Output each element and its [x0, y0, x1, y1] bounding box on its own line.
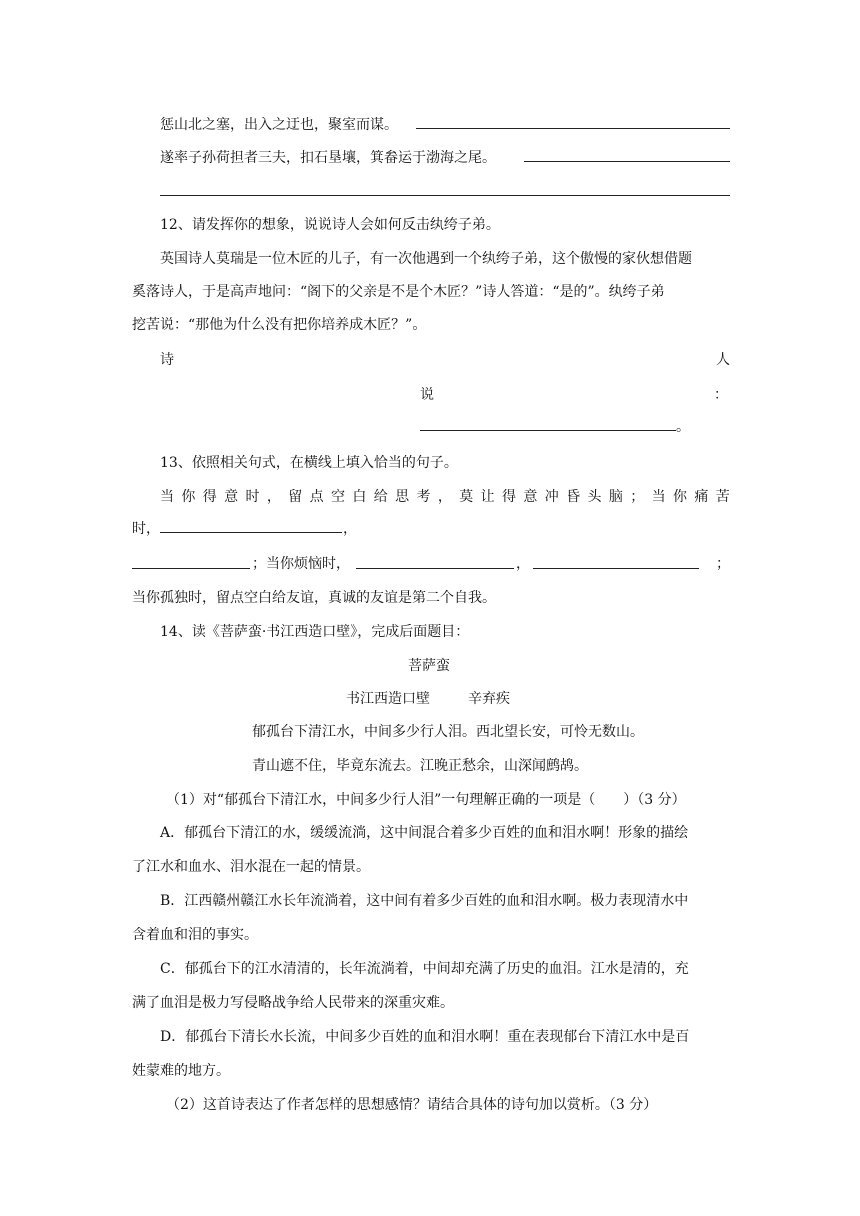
q13-example-char: 苦 [715, 489, 730, 505]
q13-example-char: 当 [160, 489, 174, 505]
q13-example-char: 给 [373, 489, 388, 505]
q13-example-char: 白 [352, 489, 367, 505]
q13-example-char: 得 [202, 489, 217, 505]
poem-line-2: 青山遮不住，毕竟东流去。江晚正愁余，山深闻鹧鸪。 [252, 758, 588, 774]
q14-question: 14、读《菩萨蛮·书江西造口壁》，完成后面题目： [160, 624, 470, 640]
q11-answer-blank-1[interactable] [416, 128, 730, 129]
q13-answer-blank-4[interactable] [533, 568, 699, 569]
q13-example-char: 时 [245, 489, 260, 505]
q13-example-char: 你 [181, 489, 196, 505]
poem-line-1: 郁孤台下清江水，中间多少行人泪。西北望长安，可怜无数山。 [252, 724, 644, 740]
q13-example-char: 冲 [544, 489, 559, 505]
poem-title: 菩萨蛮 [408, 658, 450, 674]
q12-answer-label-shi: 诗 [160, 352, 174, 368]
q13-question: 13、依照相关句式，在横线上填入恰当的句子。 [160, 455, 458, 471]
option-d-line-2[interactable]: 姓蒙难的地方。 [132, 1063, 230, 1079]
q11-line-1: 惩山北之塞，出入之迂也，聚室而谋。 [160, 117, 398, 133]
q13-example-char: 痛 [694, 489, 709, 505]
q12-answer-label-ren: 人 [716, 352, 730, 368]
q13-answer-blank-1[interactable] [160, 532, 342, 533]
q13-example-char: 留 [288, 489, 303, 505]
q12-story-line-2: 奚落诗人，于是高声地问：“阁下的父亲是不是个木匠？”诗人答道：“是的”。纨绔子弟 [132, 284, 665, 300]
q13-example-char: 空 [331, 489, 345, 505]
option-b-line-2[interactable]: 含着血和泪的事实。 [132, 927, 258, 943]
q13-line-4: 当你孤独时，留点空白给友谊，真诚的友谊是第二个自我。 [132, 590, 496, 606]
q13-example-char: 考 [416, 489, 431, 505]
option-a-line-2[interactable]: 了江水和血水、泪水混在一起的情景。 [132, 859, 370, 875]
q11-answer-blank-2[interactable] [524, 161, 730, 162]
poem-subtitle: 书江西造口壁 [346, 691, 430, 707]
q13-example-char: ； [630, 489, 645, 505]
q13-semicolon: ； [716, 556, 730, 572]
option-c-line-1[interactable]: C．郁孤台下的江水清清的，长年流淌着，中间却充满了历史的血泪。江水是清的，充 [160, 961, 689, 977]
q14-sub-question-2: （2）这首诗表达了作者怎样的思想感情？请结合具体的诗句加以赏析。（3 分） [166, 1097, 658, 1113]
q11-answer-blank-3[interactable] [160, 195, 730, 196]
q13-example-char: 让 [480, 489, 495, 505]
q13-line-2-start: 时， [132, 521, 160, 537]
q12-story-line-1: 英国诗人莫瑞是一位木匠的儿子，有一次他遇到一个纨绔子弟，这个傲慢的家伙想借题 [160, 251, 692, 267]
option-c-line-2[interactable]: 满了血泪是极力写侵略战争给人民带来的深重灾难。 [132, 995, 454, 1011]
q13-line-3-mid: ；当你烦恼时， [252, 556, 350, 572]
option-b-line-1[interactable]: B．江西赣州赣江水长年流淌着，这中间有着多少百姓的血和泪水啊。极力表现清水中 [160, 893, 689, 909]
q12-story-line-3: 挖苦说：“那他为什么没有把你培养成木匠？”。 [132, 317, 427, 333]
q11-line-2: 遂率子孙荷担者三夫，扣石垦壤，箕畚运于渤海之尾。 [160, 150, 496, 166]
q12-answer-colon: ： [714, 387, 728, 403]
q13-example-char: 昏 [566, 489, 581, 505]
q13-comma-2: ， [516, 556, 530, 572]
q14-sub-question-1: （1）对“郁孤台下清江水，中间多少行人泪”一句理解正确的一项是（ ）（3 分） [166, 792, 686, 808]
q13-example-char: 头 [587, 489, 602, 505]
q13-example-char: 意 [523, 489, 538, 505]
q13-example-line [160, 486, 730, 506]
q13-example-char: 思 [395, 489, 410, 505]
q13-example-char: 得 [502, 489, 516, 505]
poem-author: 辛弃疾 [468, 691, 510, 707]
q13-example-char: 脑 [608, 489, 623, 505]
q13-example-char: ， [266, 489, 281, 505]
q13-example-char: 意 [224, 489, 239, 505]
q12-answer-period: 。 [676, 419, 690, 435]
q12-answer-label-shuo: 说 [420, 387, 434, 403]
q12-question: 12、请发挥你的想象，说说诗人会如何反击纨绔子弟。 [160, 217, 500, 233]
q13-example-char: 莫 [459, 489, 474, 505]
q13-comma-1: ， [343, 521, 357, 537]
q13-answer-blank-2[interactable] [132, 568, 250, 569]
q13-example-char: ， [437, 489, 452, 505]
q13-example-char: 当 [651, 489, 666, 505]
q13-answer-blank-3[interactable] [356, 568, 514, 569]
option-a-line-1[interactable]: A．郁孤台下清江的水，缓缓流淌，这中间混合着多少百姓的血和泪水啊！形象的描绘 [160, 825, 689, 841]
q13-example-char: 点 [309, 489, 324, 505]
option-d-line-1[interactable]: D．郁孤台下清长水长流，中间多少百姓的血和泪水啊！重在表现郁台下清江水中是百 [160, 1029, 690, 1045]
q13-example-char: 你 [673, 489, 687, 505]
q12-answer-blank[interactable] [420, 430, 676, 431]
